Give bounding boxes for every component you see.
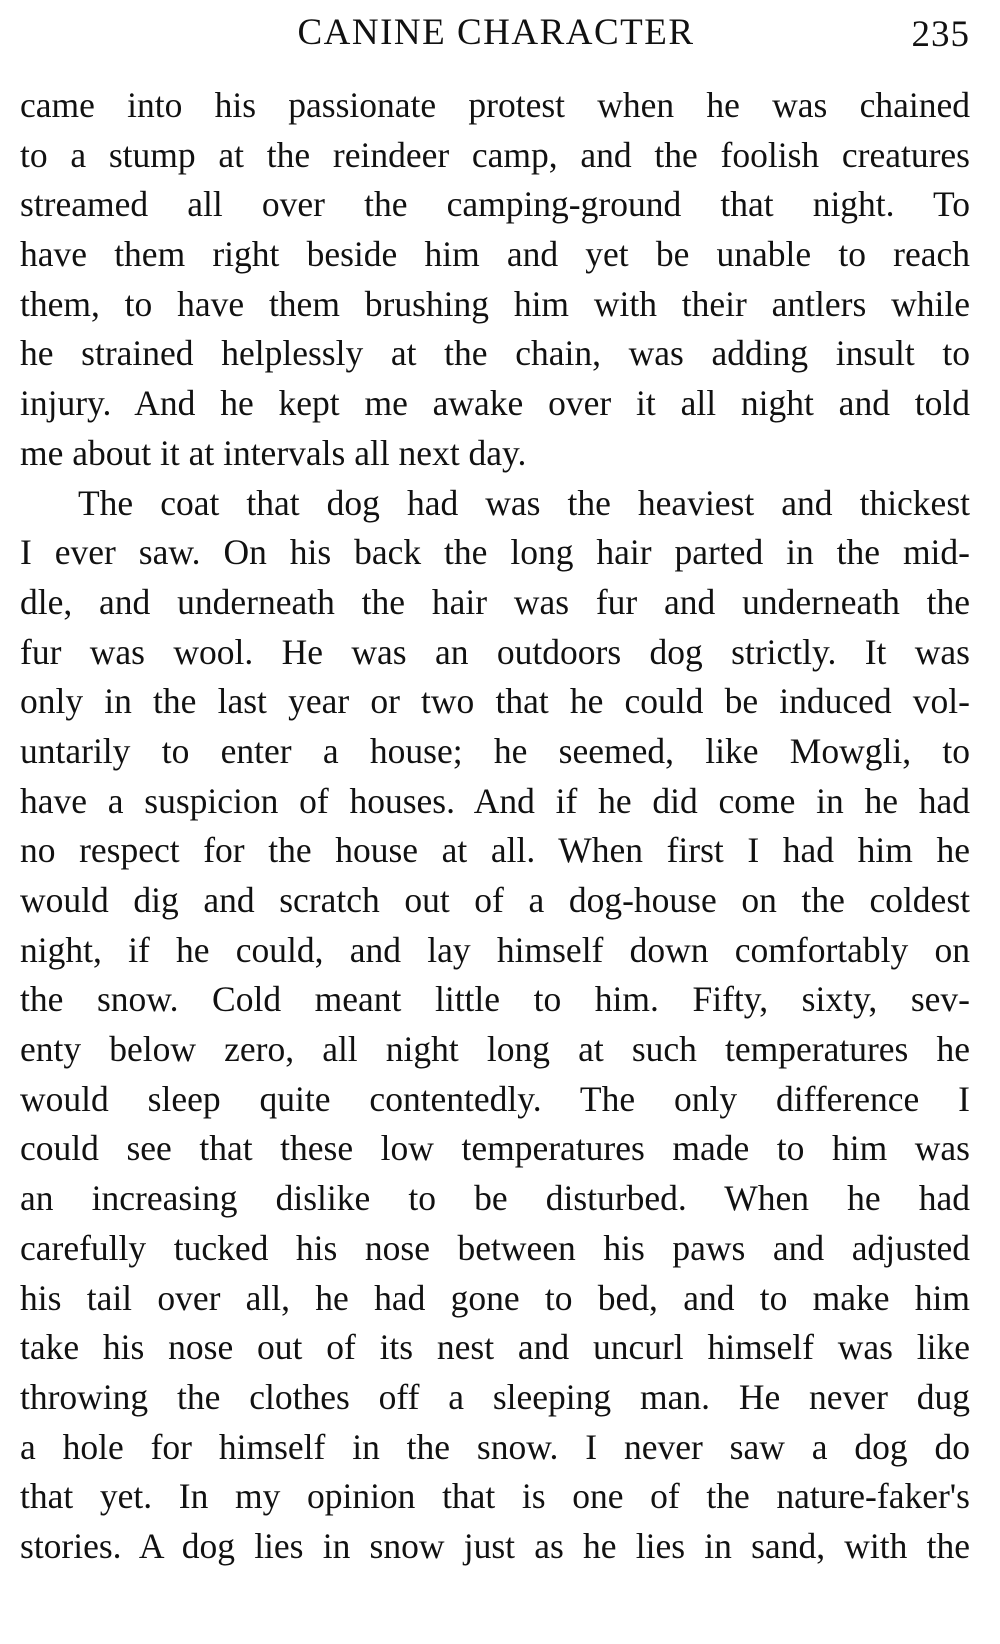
text-line: enty below zero, all night long at such temperatures he <box>20 1029 970 1070</box>
text-line: would sleep quite contentedly. The only difference I <box>20 1078 970 1119</box>
text-line: injury. And he kept me awake over it all night and told <box>20 383 970 424</box>
text-line: only in the last year or two that he could be induced vol- <box>20 681 970 722</box>
text-line: came into his passionate protest when he was chained <box>20 85 970 125</box>
text-line: a hole for himself in the snow. I never saw a dog do <box>20 1426 970 1467</box>
text-line: could see that these low temperatures made to him was <box>20 1128 970 1169</box>
text-line: his tail over all, he had gone to bed, and to make him <box>20 1277 970 1318</box>
text-line: take his nose out of its nest and uncurl himself was like <box>20 1327 970 1368</box>
paragraph-end-line: me about it at intervals all next day. <box>20 432 527 473</box>
text-line: an increasing dislike to be disturbed. When he had <box>20 1178 970 1219</box>
text-line: carefully tucked his nose between his paws and adjusted <box>20 1227 970 1268</box>
running-title: CANINE CHARACTER <box>297 12 695 53</box>
body-text <box>20 81 970 1572</box>
text-line: would dig and scratch out of a dog-house on the coldest <box>20 880 970 920</box>
text-line: that yet. In my opinion that is one of the nature-faker's <box>20 1476 970 1517</box>
text-line: have them right beside him and yet be unable to reach <box>20 234 970 275</box>
text-line: streamed all over the camping-ground that night. To <box>20 184 970 225</box>
page-number: 235 <box>911 14 970 55</box>
text-line: night, if he could, and lay himself down comfortably on <box>20 929 970 970</box>
text-line: he strained helplessly at the chain, was adding insult to <box>20 333 970 374</box>
text-line: fur was wool. He was an outdoors dog strictly. It was <box>20 631 970 672</box>
text-line: have a suspicion of houses. And if he did come in he had <box>20 780 970 821</box>
text-line: I ever saw. On his back the long hair parted in the mid- <box>20 532 970 573</box>
paragraph-start-line: The coat that dog had was the heaviest and thickest <box>78 482 970 523</box>
running-head <box>22 8 970 58</box>
text-line: the snow. Cold meant little to him. Fifty, sixty, sev- <box>20 979 970 1020</box>
text-line: dle, and underneath the hair was fur and underneath the <box>20 581 970 622</box>
text-line: to a stump at the reindeer camp, and the foolish creatures <box>20 134 970 175</box>
text-line: throwing the clothes off a sleeping man. He never dug <box>20 1376 970 1417</box>
text-line: no respect for the house at all. When first I had him he <box>20 830 970 871</box>
text-line: them, to have them brushing him with their antlers while <box>20 283 970 324</box>
text-line: untarily to enter a house; he seemed, like Mowgli, to <box>20 730 970 771</box>
text-line: stories. A dog lies in snow just as he lies in sand, with the <box>20 1525 970 1566</box>
